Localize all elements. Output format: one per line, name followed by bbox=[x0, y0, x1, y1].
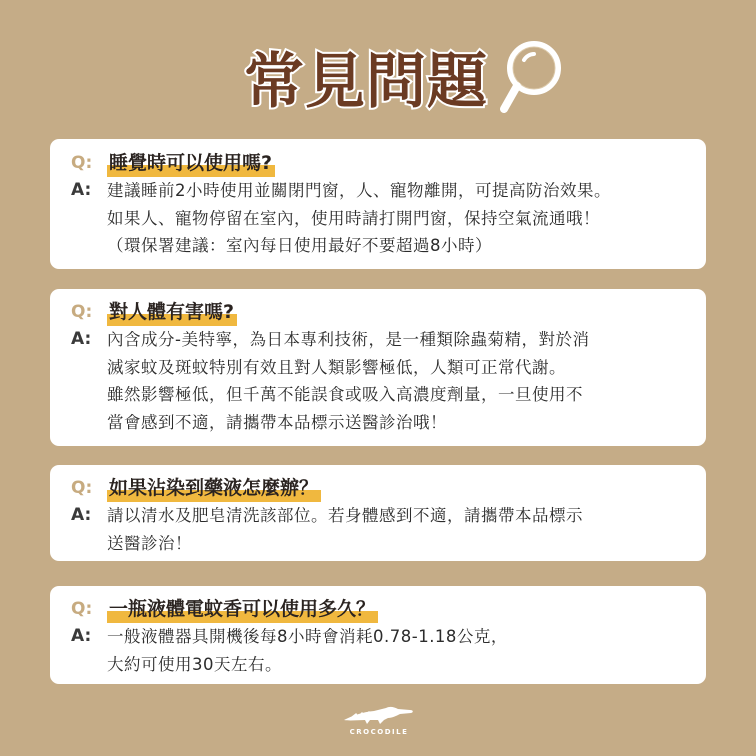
magnifier-icon bbox=[498, 38, 564, 116]
answer-line: 送醫診治！ bbox=[107, 533, 192, 553]
answer-line: 大約可使用30天左右。 bbox=[107, 654, 282, 674]
faq-card bbox=[50, 465, 706, 561]
faq-answer-row bbox=[71, 326, 686, 436]
question-label: Q: bbox=[71, 153, 93, 173]
answer-line: 如果人、寵物停留在室內，使用時請打開門窗，保持空氣流通哦！ bbox=[107, 208, 600, 228]
faq-question: 一瓶液體電蚊香可以使用多久？ bbox=[107, 596, 378, 623]
crocodile-logo-icon bbox=[340, 698, 418, 728]
answer-line: 請以清水及肥皂清洗該部位。若身體感到不適，請攜帶本品標示 bbox=[107, 506, 583, 525]
question-label: Q: bbox=[71, 478, 93, 498]
answer-line: 當會感到不適，請攜帶本品標示送醫診治哦！ bbox=[107, 412, 447, 432]
answer-line: 內含成分-美特寧，為日本專利技術，是一種類除蟲菊精，對於消 bbox=[107, 330, 590, 349]
answer-label: A: bbox=[71, 626, 92, 646]
faq-question: 對人體有害嗎? bbox=[107, 299, 237, 326]
faq-answer bbox=[107, 502, 583, 557]
faq-answer-row bbox=[71, 177, 686, 260]
faq-answer bbox=[107, 623, 508, 678]
answer-line: 一般液體器具開機後每8小時會消耗0.78-1.18公克， bbox=[107, 627, 508, 646]
answer-line: 建議睡前2小時使用並關閉門窗，人、寵物離開，可提高防治效果。 bbox=[107, 181, 611, 200]
faq-answer-row bbox=[71, 623, 686, 678]
faq-card bbox=[50, 586, 706, 684]
faq-card bbox=[50, 139, 706, 269]
answer-label: A: bbox=[71, 505, 92, 525]
answer-label: A: bbox=[71, 329, 92, 349]
faq-answer bbox=[107, 177, 611, 260]
answer-line: 雖然影響極低，但千萬不能誤食或吸入高濃度劑量，一旦使用不 bbox=[107, 385, 583, 404]
faq-answer bbox=[107, 326, 589, 436]
answer-label: A: bbox=[71, 180, 92, 200]
faq-question-row bbox=[71, 150, 686, 177]
brand-logo bbox=[340, 698, 418, 742]
question-label: Q: bbox=[71, 599, 93, 619]
brand-name: CROCODILE bbox=[349, 728, 409, 736]
page-title: 常見問題 bbox=[244, 47, 488, 117]
faq-question-row bbox=[71, 475, 686, 502]
question-label: Q: bbox=[71, 302, 93, 322]
faq-question: 睡覺時可以使用嗎? bbox=[107, 150, 275, 177]
answer-line: （環保署建議：室內每日使用最好不要超過8小時） bbox=[107, 236, 492, 255]
faq-question-row bbox=[71, 299, 686, 326]
answer-line: 滅家蚊及斑蚊特別有效且對人類影響極低，人類可正常代謝。 bbox=[107, 357, 566, 377]
header bbox=[0, 30, 756, 116]
faq-answer-row bbox=[71, 502, 686, 557]
faq-card bbox=[50, 289, 706, 446]
faq-question: 如果沾染到藥液怎麼辦？ bbox=[107, 475, 321, 502]
faq-question-row bbox=[71, 596, 686, 623]
